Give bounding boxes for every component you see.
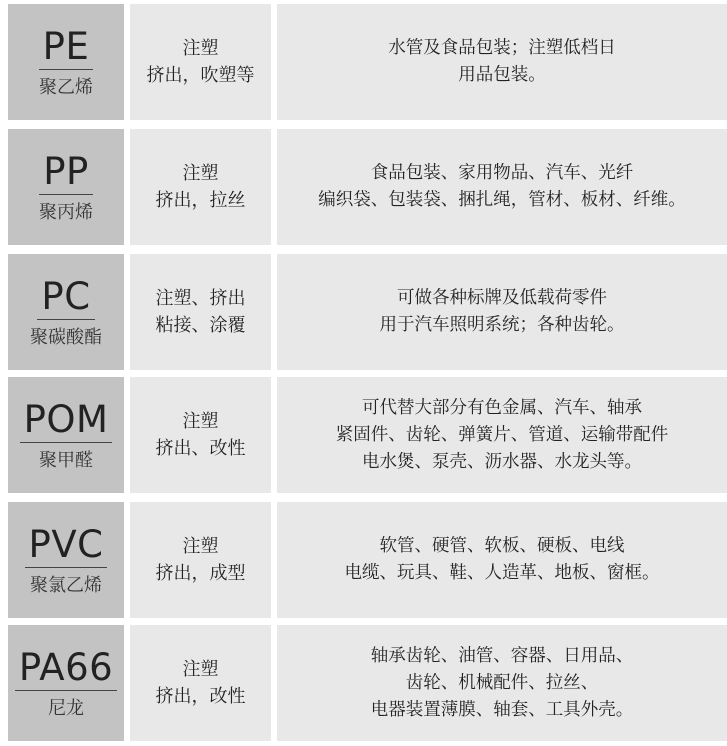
table-row	[8, 502, 727, 618]
material-name: 聚甲醛	[39, 449, 93, 471]
material-cell	[8, 502, 124, 618]
material-code: PP	[39, 150, 93, 195]
uses-line: 紧固件、齿轮、弹簧片、管道、运输带配件	[335, 424, 669, 445]
process-cell	[130, 4, 271, 120]
material-code: POM	[20, 398, 113, 443]
uses-line: 可代替大部分有色金属、汽车、轴承	[362, 397, 642, 418]
material-code: PE	[39, 25, 94, 70]
process-cell	[130, 502, 271, 618]
uses-line: 齿轮、机械配件、拉丝、	[405, 672, 599, 693]
material-name: 聚乙烯	[39, 76, 93, 98]
uses-line: 可做各种标牌及低载荷零件	[397, 288, 607, 308]
process-line: 粘接、涂覆	[155, 315, 246, 336]
uses-line: 水管及食品包装；注塑低档日	[388, 38, 616, 58]
material-cell	[8, 377, 124, 493]
material-name: 尼龙	[48, 697, 84, 719]
material-code: PVC	[25, 523, 108, 568]
process-cell	[130, 377, 271, 493]
process-line: 挤出、改性	[155, 438, 246, 459]
uses-line: 食品包装、家用物品、汽车、光纤	[370, 163, 634, 183]
process-line: 注塑	[182, 659, 219, 680]
process-line: 注塑	[182, 163, 219, 184]
process-line: 注塑	[182, 38, 219, 59]
material-cell	[8, 254, 124, 370]
process-line: 挤出，拉丝	[155, 190, 246, 211]
uses-line: 编织袋、包装袋、捆扎绳，管材、板材、纤维。	[318, 190, 686, 210]
material-name: 聚丙烯	[39, 201, 93, 223]
table-row	[8, 4, 727, 120]
uses-line: 软管、硬管、软板、硬板、电线	[379, 536, 625, 556]
uses-cell	[277, 4, 727, 120]
material-cell	[8, 625, 124, 741]
table-row	[8, 254, 727, 370]
process-line: 注塑、挤出	[155, 288, 246, 309]
uses-cell	[277, 377, 727, 493]
uses-cell	[277, 129, 727, 245]
process-line: 挤出，成型	[155, 563, 246, 584]
uses-line: 轴承齿轮、油管、容器、日用品、	[370, 645, 634, 666]
material-code: PA66	[15, 646, 117, 691]
table-row	[8, 377, 727, 493]
process-cell	[130, 625, 271, 741]
material-cell	[8, 129, 124, 245]
table-row	[8, 625, 727, 741]
uses-line: 用于汽车照明系统；各种齿轮。	[379, 315, 625, 335]
uses-line: 电水煲、泵壳、沥水器、水龙头等。	[362, 451, 642, 472]
material-cell	[8, 4, 124, 120]
material-name: 聚碳酸酯	[30, 326, 102, 348]
process-line: 注塑	[182, 411, 219, 432]
process-line: 注塑	[182, 536, 219, 557]
uses-cell	[277, 254, 727, 370]
material-name: 聚氯乙烯	[30, 574, 102, 596]
uses-line: 电器装置薄膜、轴套、工具外壳。	[370, 699, 634, 720]
process-cell	[130, 254, 271, 370]
process-line: 挤出，改性	[155, 686, 246, 707]
process-cell	[130, 129, 271, 245]
table-row	[8, 129, 727, 245]
material-code: PC	[37, 275, 94, 320]
uses-line: 用品包装。	[458, 65, 546, 85]
uses-cell	[277, 502, 727, 618]
uses-cell	[277, 625, 727, 741]
uses-line: 电缆、玩具、鞋、人造革、地板、窗框。	[344, 563, 660, 583]
process-line: 挤出，吹塑等	[146, 65, 255, 86]
